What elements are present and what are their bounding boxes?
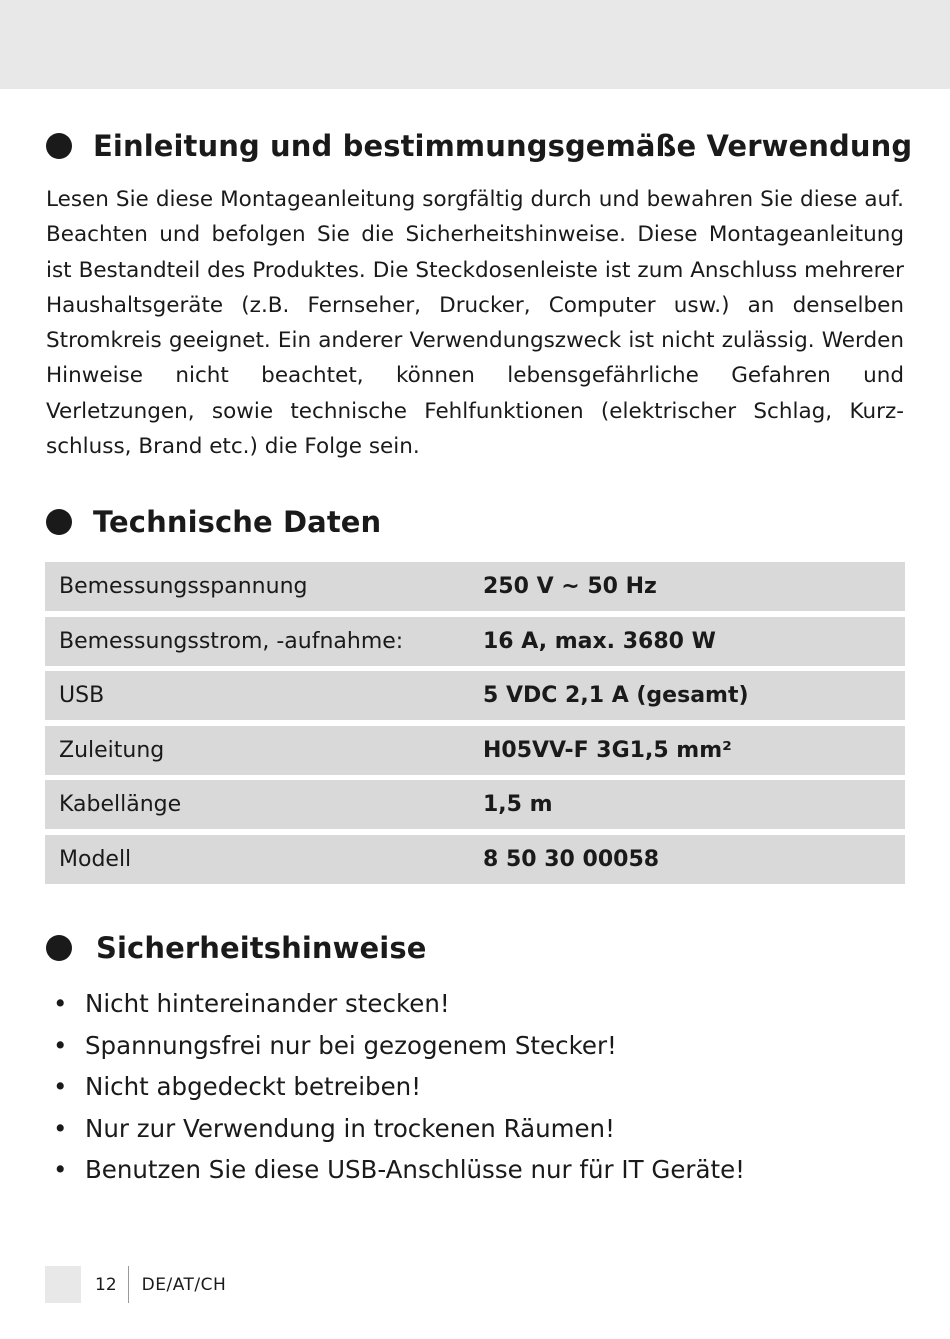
section-bullet-icon xyxy=(46,509,72,535)
page-number: 12 xyxy=(95,1274,117,1295)
spec-row xyxy=(45,835,905,884)
spec-row xyxy=(45,780,905,829)
intro-paragraph: Lesen Sie diese Montageanleitung sorgfältig durch und bewahren Sie diese auf. Beachten und befolgen Sie die Sicherheitshinweise. Diese Montageanleitung ist Bestandteil des Produktes. Die Steckdosenleiste ist zum Anschluss mehrerer Haushaltsgeräte (z.B. Fernseher, Drucker, Computer usw.) an denselben Stromkreis geeignet. Ein anderer Verwendungszweck ist nicht zulässig. Werden Hinweise nicht beachtet, können lebensgefährliche Gefahren und Verletzungen, sowie technische Fehlfunktionen (elektrischer Schlag, Kurzschluss, Brand etc.) die Folge sein. xyxy=(46,187,904,460)
page-footer xyxy=(45,1266,226,1303)
list-item xyxy=(53,1108,745,1150)
list-item-text: Nicht hintereinander stecken! xyxy=(85,989,450,1018)
spec-label: Bemessungsstrom, -aufnahme: xyxy=(59,628,404,654)
footer-divider xyxy=(128,1266,129,1303)
safety-list xyxy=(53,983,745,1191)
spec-row xyxy=(45,617,905,666)
list-item xyxy=(53,983,745,1025)
spec-value: 16 A, max. 3680 W xyxy=(483,628,716,654)
list-item xyxy=(53,1149,745,1191)
spec-label: USB xyxy=(59,683,105,709)
list-item xyxy=(53,1066,745,1108)
list-item xyxy=(53,1025,745,1067)
spec-label: Modell xyxy=(59,846,132,872)
list-bullet-icon: • xyxy=(53,1030,68,1060)
list-item-text: Nur zur Verwendung in trockenen Räumen! xyxy=(85,1113,615,1143)
spec-row xyxy=(45,726,905,775)
list-item-text: Spannungsfrei nur bei gezogenem Stecker! xyxy=(85,1030,617,1060)
country-codes: DE/AT/CH xyxy=(141,1274,227,1295)
section-bullet-icon xyxy=(46,133,72,159)
header-band xyxy=(0,0,950,89)
spec-value: 8 50 30 00058 xyxy=(483,846,660,872)
list-bullet-icon: • xyxy=(53,1155,68,1185)
spec-value: H05VV-F 3G1,5 mm² xyxy=(483,737,732,763)
spec-value: 250 V ~ 50 Hz xyxy=(483,574,657,599)
list-bullet-icon: • xyxy=(53,1113,68,1143)
section-bullet-icon xyxy=(46,935,72,961)
spec-label: Zuleitung xyxy=(59,737,165,763)
list-bullet-icon: • xyxy=(53,1072,68,1102)
list-item-text: Nicht abgedeckt betreiben! xyxy=(85,1072,422,1102)
spec-row xyxy=(45,562,905,611)
spec-value: 5 VDC 2,1 A (gesamt) xyxy=(483,683,749,709)
spec-value: 1,5 m xyxy=(483,792,553,818)
section-title: Einleitung und bestimmungsgemäße Verwendung xyxy=(93,129,913,163)
footer-tab-marker xyxy=(45,1266,81,1303)
spec-label: Bemessungsspannung xyxy=(59,574,308,599)
section-heading-intro xyxy=(46,129,912,163)
list-bullet-icon: • xyxy=(53,989,68,1018)
spec-row xyxy=(45,671,905,720)
spec-label: Kabellänge xyxy=(59,792,182,818)
section-heading-safety xyxy=(46,931,426,965)
section-heading-specs xyxy=(46,505,381,539)
section-title: Technische Daten xyxy=(93,505,382,539)
section-title: Sicherheitshinweise xyxy=(96,931,427,965)
spec-table xyxy=(45,562,905,890)
list-item-text: Benutzen Sie diese USB-Anschlüsse nur für IT Geräte! xyxy=(85,1155,745,1185)
